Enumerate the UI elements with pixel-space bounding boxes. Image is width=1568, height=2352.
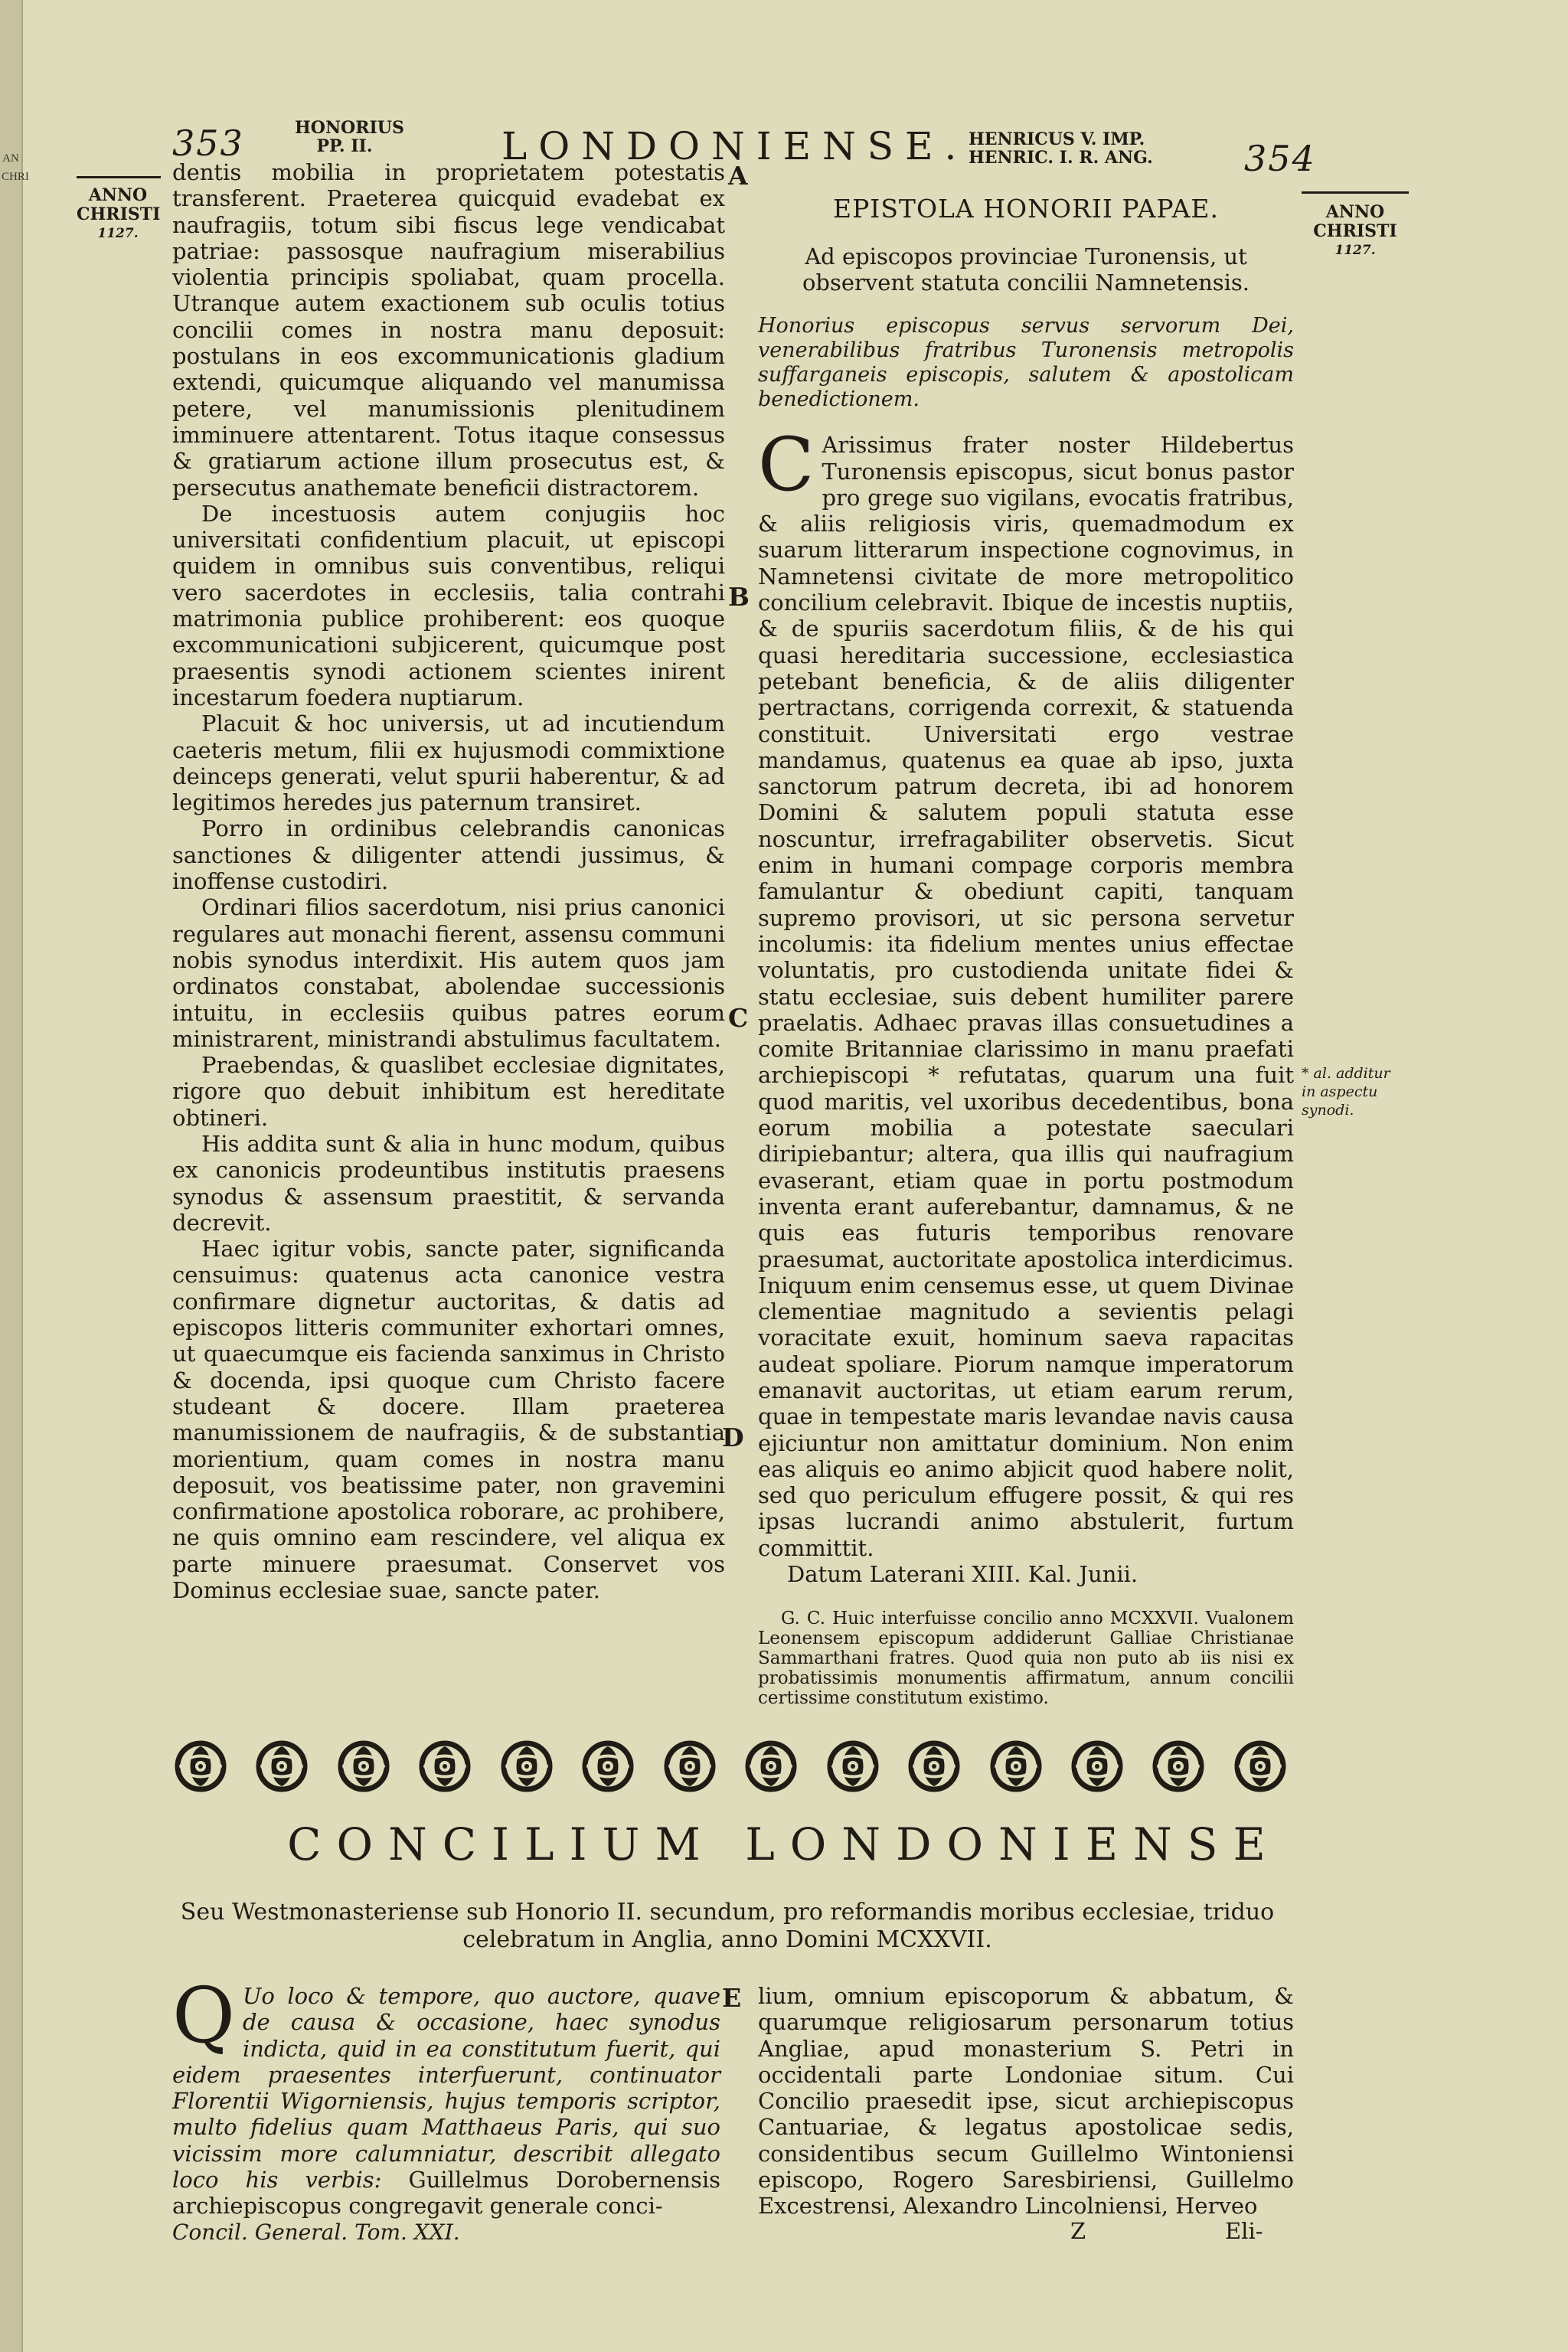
left-paragraph: Placuit & hoc universis, ut ad incutiendum caeteris metum, filii ex hujusmodi commixtione deinceps generati, velut spurii haberentur, & ad legitimos heredes jus paternum transiret. bbox=[172, 710, 725, 816]
epistle-subtitle: Ad episcopos provinciae Turonensis, ut observent statuta concilii Namnetensis. bbox=[802, 243, 1250, 296]
epistle-title: EPISTOLA HONORII PAPAE. bbox=[833, 194, 1219, 224]
left-margin-anno: ANNO bbox=[88, 185, 148, 205]
left-margin-year bbox=[77, 186, 159, 243]
header-kings bbox=[969, 130, 1153, 167]
previous-page-edge bbox=[0, 0, 29, 2352]
header-pope-name: HONORIUS bbox=[295, 118, 404, 138]
signature-footer: Concil. General. Tom. XXI. bbox=[172, 2219, 460, 2245]
page-number-right: 354 bbox=[1244, 138, 1316, 179]
epistle-salutation: Honorius episcopus servus servorum Dei, venerabilibus fratribus Turonensis metropolis suffarganeis episcopis, salutem & apostolicam benedictionem. bbox=[758, 314, 1294, 412]
ornament-rosette bbox=[985, 1736, 1047, 1797]
margin-note bbox=[1302, 1064, 1409, 1119]
catchword: Eli- bbox=[1225, 2217, 1263, 2244]
epistle-body-text: Arissimus frater noster Hildebertus Turonensis episcopus, sicut bonus pastor pro grege suo vigilans, evocatis fratribus, & aliis religiosis viris, quemadmodum ex suarum litterarum inspectione cognovimus, in Namnetensi civitate de more metropolitico concilium celebravit. Ibique de incestis nuptiis, & de spuriis sacerdotum filiis, & de his qui quasi hereditaria successione, ecclesiastica petebant beneficia, & de aliis diligenter pertractans, corrigenda correxit, & statuenda constituit. Universitati ergo vestrae mandamus, quatenus ea quae ab ipso, juxta sanctorum patrum decreta, ibi ad honorem Domini & salutem populi statuta esse noscuntur, irrefragabiliter observetis. Sicut enim in humani compage corporis membra famulantur & obediunt capiti, tanquam supremo provisori, ut sic persona servetur incolumis: ita fidelium mentes unius effectae voluntatis, pro custodienda unitate fidei & statu ecclesiae, suis debent humiliter parere praelatis. Adhaec pravas illas consuetudines a comite Britanniae clarissimo in manu praefati archiepiscopi * refutatas, quarum una fuit quod maritis, vel uxoribus decedentibus, bona eorum mobilia a potestate saeculari diripiebantur; altera, qua illis qui naufragium evaserant, etiam quae in portu postmodum inventa erant auferebantur, damnamus, & ne quis eas futuris temporibus renovare praesumat, auctoritate apostolica interdicimus. Iniquum enim censemus esse, ut quem Divinae clementiae magnitudo a sevientis pelagi voracitate exuit, hominum saeva rapacitas audeat spoliare. Piorum namque imperatorum emanavit auctoritas, ut etiam earum rerum, quae in tempestate maris levandae navis causa ejiciuntur non amittatur dominium. Non enim eas aliquis eo animo abjicit quod habere nolit, sed quo periculum effugere possit, & qui res ipsas lucrandi animo abstulerit, furtum committit. bbox=[758, 432, 1294, 1561]
ornament-rosette bbox=[251, 1736, 312, 1797]
right-margin-rule bbox=[1302, 191, 1409, 194]
left-margin-christi: CHRISTI bbox=[77, 204, 161, 224]
section-marker-c: C bbox=[728, 1003, 749, 1033]
margin-note-line: in aspectu bbox=[1302, 1083, 1378, 1100]
bottom-right-paragraph: lium, omnium episcoporum & abbatum, & quarumque religiosarum personarum totius Angliae, apud monasterium S. Petri in occidentali parte Londoniae situm. Cui Concilio praesedit ipse, sicut archiepiscopus Cantuariae, & legatus apostolicae sedis, considentibus secum Guillelmo Wintoniensi episcopo, Rogero Saresbiriensi, Guillelmo Excestrensi, Alexandro Lincolniensi, Herveo bbox=[758, 1983, 1294, 2220]
section-subtitle: Seu Westmonasteriense sub Honorio II. secundum, pro reformandis moribus ecclesiae, triduo celebratum in Anglia, anno Domini MCXXVII. bbox=[180, 1899, 1275, 1953]
page-number-left: 353 bbox=[172, 122, 244, 164]
ornament-rosette bbox=[496, 1736, 557, 1797]
header-emperor: HENRICUS V. IMP. bbox=[969, 129, 1145, 149]
left-paragraph: His addita sunt & alia in hunc modum, quibus ex canonicis prodeuntibus institutis praesens synodus & assensum praestitit, & servanda decrevit. bbox=[172, 1130, 725, 1236]
left-margin-year-number: 1127. bbox=[97, 226, 139, 241]
margin-note-line: * al. additur bbox=[1302, 1065, 1390, 1082]
header-king: HENRIC. I. R. ANG. bbox=[969, 148, 1153, 168]
section-marker-a: A bbox=[728, 161, 748, 191]
signature-mark: Z bbox=[1070, 2217, 1086, 2244]
left-paragraph: Ordinari filios sacerdotum, nisi prius canonici regulares aut monachi fierent, assensu communi nobis synodus interdixit. His autem quos jam ordinatos constabat, abolendae successionis intuitu, in ecclesiis quibus patres eorum ministrarent, ministrandi abstulimus facultatem. bbox=[172, 894, 725, 1052]
right-margin-anno: ANNO bbox=[1325, 202, 1385, 222]
left-margin-rule bbox=[77, 176, 161, 178]
ornament-rosette bbox=[170, 1736, 231, 1797]
bottom-right-column bbox=[758, 1983, 1294, 2246]
dropcap-q: Q bbox=[172, 1971, 235, 2060]
epistle-body bbox=[758, 422, 1294, 1561]
left-paragraph: Praebendas, & quaslibet ecclesiae dignitates, rigore quo debuit inhibitum est hereditate obtineri. bbox=[172, 1052, 725, 1131]
ornament-rosette bbox=[577, 1736, 639, 1797]
right-column bbox=[758, 196, 1294, 1708]
intro-italic: Uo loco & tempore, quo auctore, quave de causa & occasione, haec synodus indicta, quid in ea constitutum fuerit, qui eidem praesentes interfuerunt, continuator Florentii Wigorniensis, hujus temporis scriptor, multo fidelius quam Matthaeus Paris, qui suo vicissim more calumniatur, describit allegato loco his verbis: bbox=[172, 1983, 720, 2194]
section-title: CONCILIUM LONDONIENSE bbox=[287, 1818, 1281, 1870]
left-paragraph: De incestuosis autem conjugiis hoc universitati confidentium placuit, ut episcopi quidem in omnibus suis conventibus, reliqui vero sacerdotes in ecclesiis, talia contrahi matrimonia publice prohiberent: eos quoque excommunicationi subjicerent, quicumque post praesentis synodi actionem scientes inirent incestarum foedera nuptiarum. bbox=[172, 500, 725, 710]
ornament-rosette bbox=[1148, 1736, 1209, 1797]
ornament-rosette bbox=[903, 1736, 965, 1797]
header-pope-number: PP. II. bbox=[316, 136, 373, 156]
section-marker-b: B bbox=[728, 582, 750, 612]
ornament-rosette bbox=[333, 1736, 394, 1797]
ornament-rosette bbox=[822, 1736, 884, 1797]
header-pope bbox=[295, 118, 404, 156]
ornament-rosette bbox=[1067, 1736, 1128, 1797]
epistle-date: Datum Laterani XIII. Kal. Junii. bbox=[787, 1561, 1138, 1588]
left-paragraph: Porro in ordinibus celebrandis canonicas sanctiones & diligenter attendi jussimus, & inoffense custodiri. bbox=[172, 815, 725, 895]
running-title: LONDONIENSE. bbox=[501, 124, 969, 168]
section-marker-e: E bbox=[722, 1983, 742, 2013]
right-margin-christi: CHRISTI bbox=[1313, 221, 1397, 241]
right-margin-year bbox=[1305, 203, 1405, 260]
previous-page-margin: AN CHRI bbox=[2, 152, 29, 183]
bottom-left-column bbox=[172, 1971, 721, 2246]
left-paragraph: dentis mobilia in proprietatem potestatis transferent. Praeterea quicquid evadebat ex naufragiis, totum sibi fiscus lege vendicabat patriae: passosque naufragium miserabilius violentia principis spoliabat, quam procella. Utranque autem exactionem sub oculis totius concilii comes in nostra manu deposuit: postulans in eos excommunicationis gladium extendi, quicumque aliquando vel manumissa petere, vel manumissionis plenitudinem imminuere attentarent. Totus itaque consessus & gratiarum actione illum prosecutus est, & persecutus anathemate beneficii distractorem. bbox=[172, 159, 725, 501]
ornament-rosette bbox=[659, 1736, 720, 1797]
editor-note: G. C. Huic interfuisse concilio anno MCXXVII. Vualonem Leonensem episcopum addiderunt Galliae Christianae Sammarthani fratres. Quod quia non puto ab iis nisi ex probatissimis monumentis affirmatum, annum concilii certissime constitutum existimo. bbox=[758, 1609, 1294, 1709]
right-margin-year-number: 1127. bbox=[1334, 243, 1376, 258]
ornament-band bbox=[170, 1732, 1291, 1801]
ornament-rosette bbox=[1230, 1736, 1291, 1797]
intro-roman: Guillelmus Dorobernensis archiepiscopus congregavit generale conci- bbox=[172, 2167, 721, 2220]
left-column bbox=[172, 159, 725, 1603]
dropcap: C bbox=[758, 422, 815, 508]
ornament-rosette bbox=[414, 1736, 475, 1797]
left-paragraph: Haec igitur vobis, sancte pater, significanda censuimus: quatenus acta canonice vestra confirmare dignetur auctoritas, & datis ad episcopos litteris communiter exhortari omnes, ut quaecumque eis facienda sanximus in Christo & docenda, ipsi quoque cum Christo facere studeant & docere. Illam praeterea manumissionem de naufragiis, & de substantia morientium, quam comes in nostra manu deposuit, vos beatissime pater, non gravemini confirmatione apostolica roborare, ac prohibere, ne quis omnino eam rescindere, vel aliqua ex parte minuere praesumat. Conservet vos Dominus ecclesiae suae, sancte pater. bbox=[172, 1236, 725, 1604]
section-marker-d: D bbox=[722, 1423, 744, 1452]
page-signature-row bbox=[758, 2217, 1294, 2246]
intro-paragraph bbox=[172, 1971, 721, 2220]
ornament-rosette bbox=[740, 1736, 802, 1797]
margin-note-line: synodi. bbox=[1302, 1102, 1354, 1119]
